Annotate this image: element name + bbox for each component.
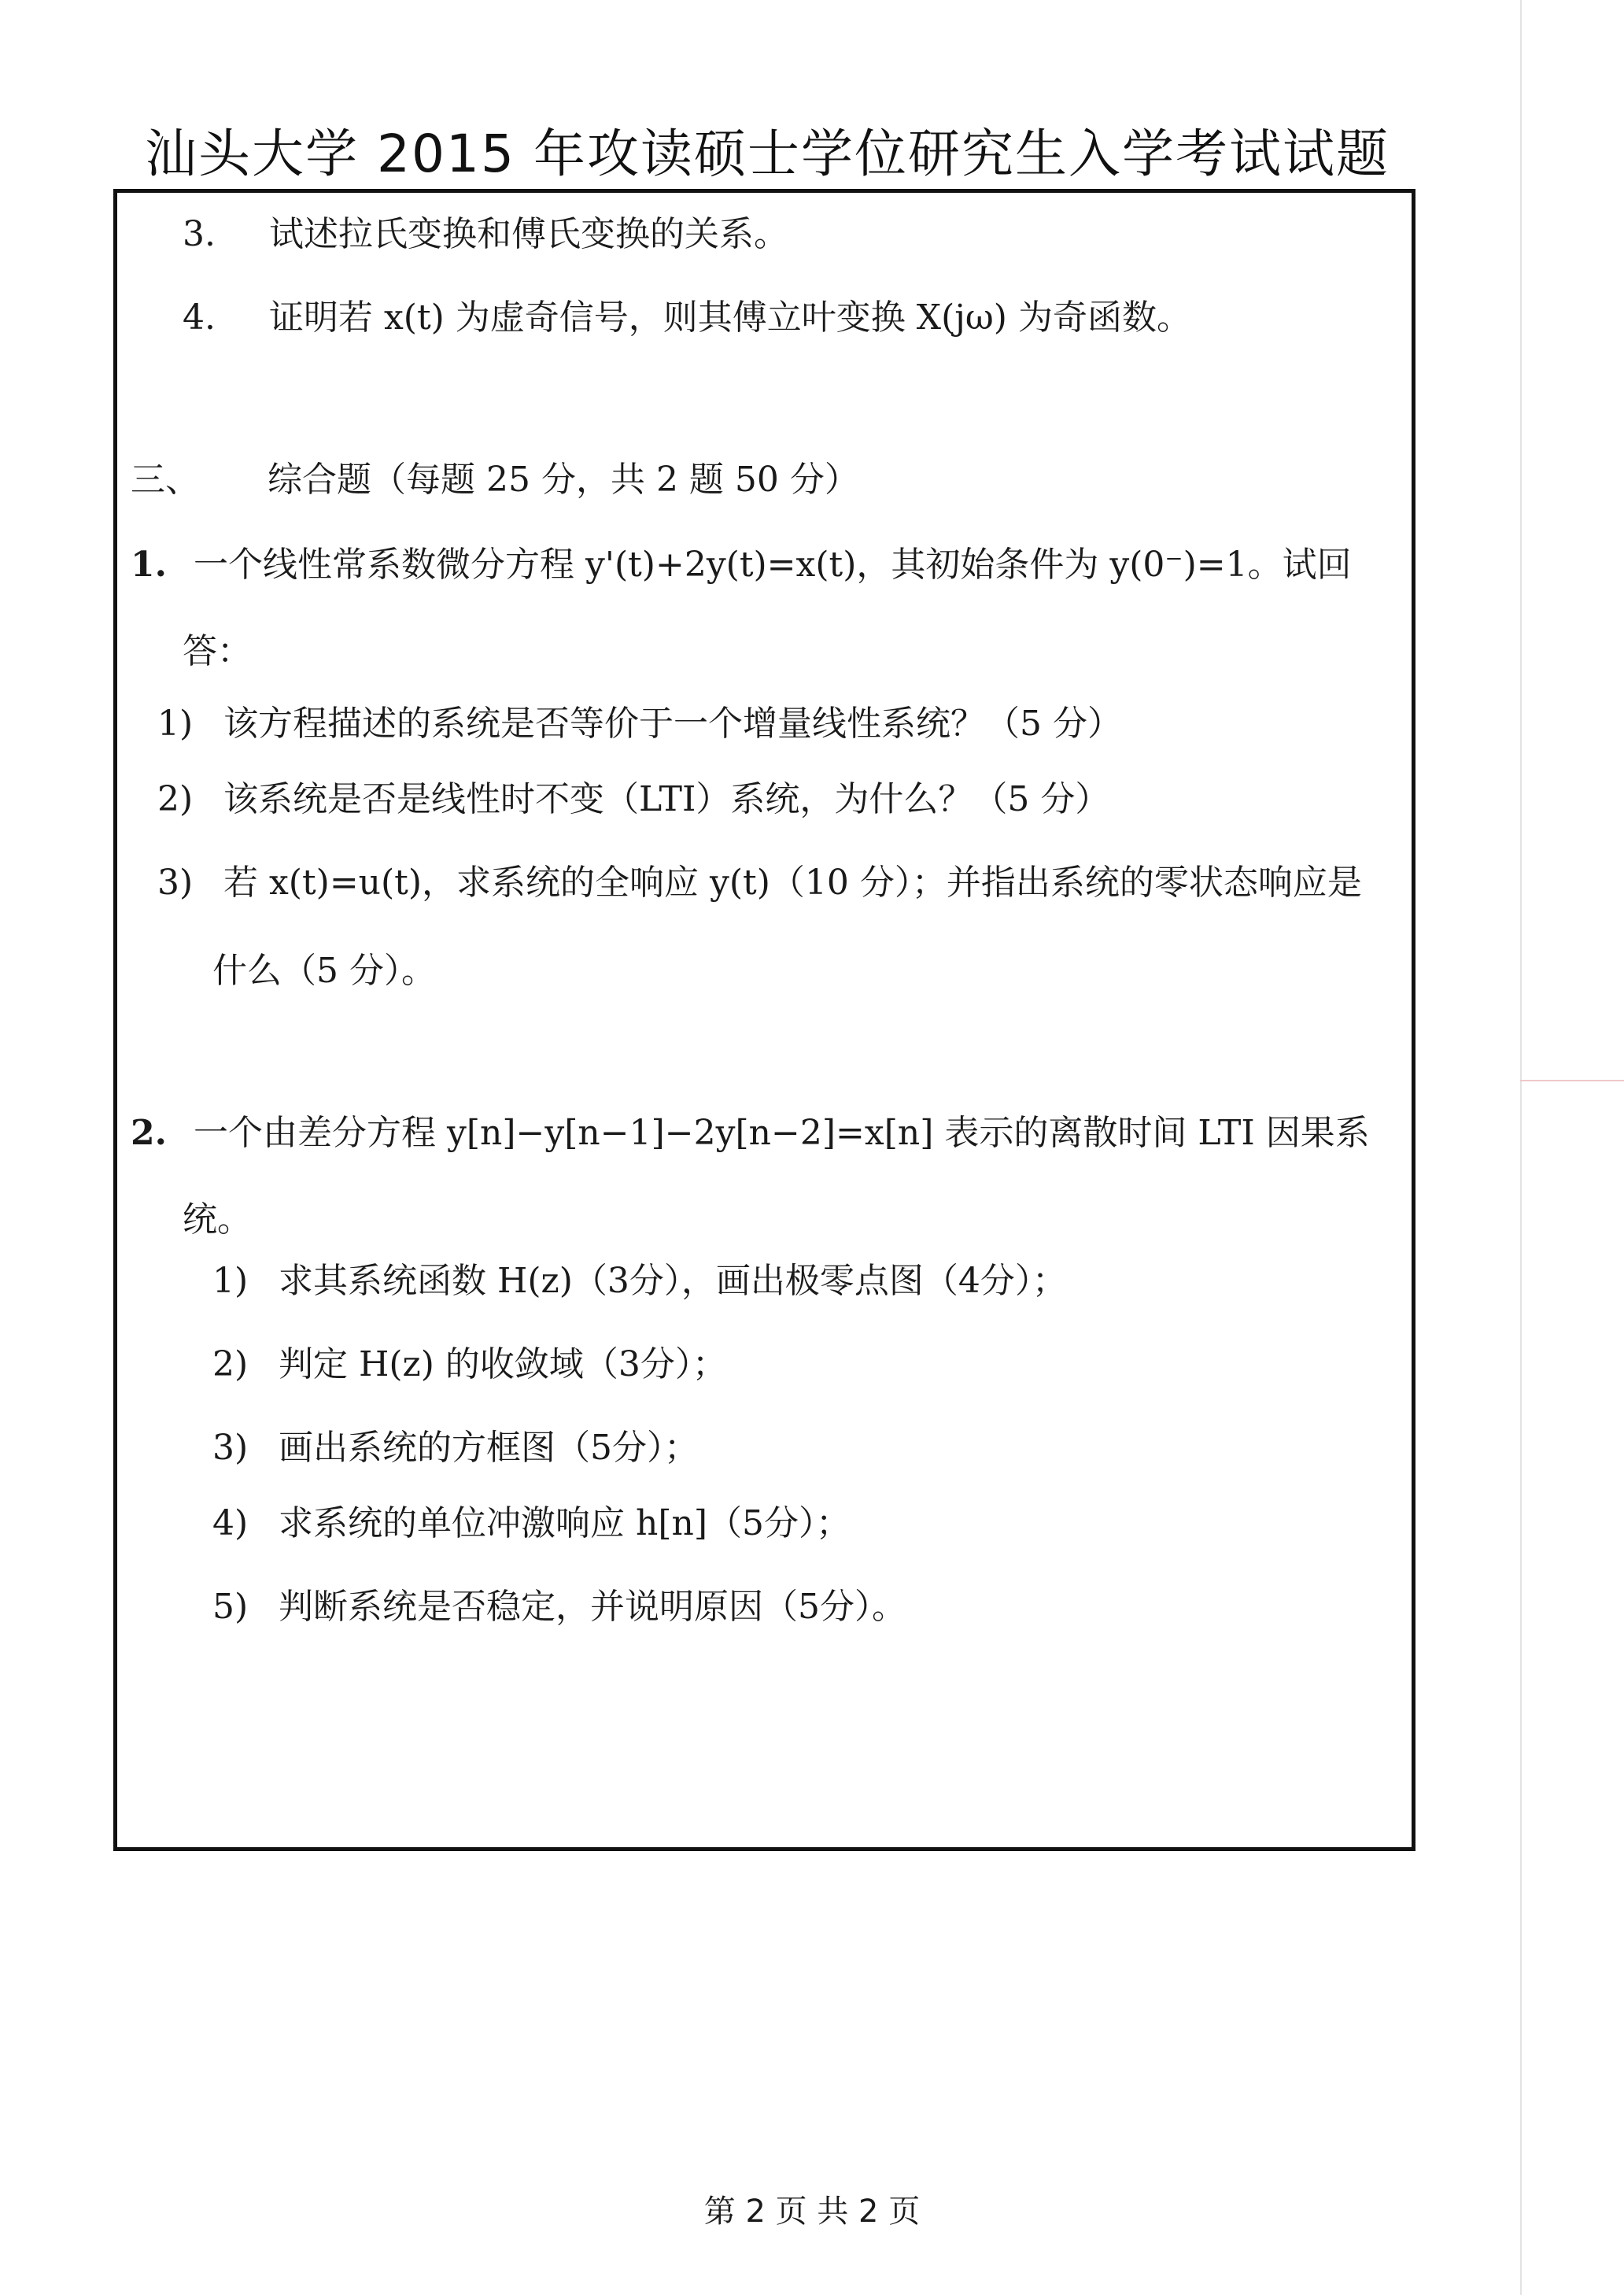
sub-number: 1) bbox=[157, 704, 194, 744]
sub-text: 判定 H(z) 的收敛域（3分）； bbox=[279, 1344, 727, 1384]
sub-number: 5) bbox=[212, 1587, 249, 1627]
item-number: 3. bbox=[183, 214, 216, 254]
q2-sub-4 bbox=[212, 1503, 851, 1543]
q2-text-line2: 统。 bbox=[183, 1199, 252, 1240]
q1-stem bbox=[131, 545, 1352, 585]
question-item-4 bbox=[183, 298, 1191, 338]
item-text: 试述拉氏变换和傅氏变换的关系。 bbox=[269, 214, 788, 254]
sub-number: 3) bbox=[212, 1428, 249, 1468]
q2-stem bbox=[131, 1113, 1370, 1153]
page-number: 第 2 页 共 2 页 bbox=[703, 2193, 921, 2230]
q2-text-line1: 一个由差分方程 y[n]−y[n−1]−2y[n−2]=x[n] 表示的离散时间 LTI 因果系 bbox=[194, 1113, 1370, 1153]
q1-sub-2 bbox=[157, 779, 1110, 819]
q2-number: 2. bbox=[131, 1113, 167, 1153]
q1-text-line1: 一个线性常系数微分方程 y'(t)+2y(t)=x(t)，其初始条件为 y(0⁻)=1。试回 bbox=[194, 545, 1352, 585]
item-number: 4. bbox=[183, 298, 216, 338]
scan-edge-mark bbox=[1520, 1080, 1624, 1081]
sub-number: 3) bbox=[157, 863, 194, 903]
section-3-heading bbox=[131, 460, 859, 500]
sub-number: 1) bbox=[212, 1261, 249, 1301]
sub-text: 若 x(t)=u(t)，求系统的全响应 y(t)（10 分）；并指出系统的零状态响应是 bbox=[223, 863, 1362, 903]
q1-text-line2: 答： bbox=[183, 631, 252, 671]
sub-number: 4) bbox=[212, 1503, 249, 1543]
exam-title: 汕头大学 2015 年攻读硕士学位研究生入学考试试题 bbox=[145, 124, 1390, 184]
q2-sub-3 bbox=[212, 1428, 699, 1468]
question-item-3 bbox=[183, 214, 788, 254]
scan-edge-line bbox=[1520, 0, 1522, 2295]
sub-text: 求其系统函数 H(z)（3分），画出极零点图（4分）； bbox=[279, 1261, 1067, 1301]
sub-text: 该系统是否是线性时不变（LTI）系统，为什么？（5 分） bbox=[223, 779, 1110, 819]
item-text: 证明若 x(t) 为虚奇信号，则其傅立叶变换 X(jω) 为奇函数。 bbox=[269, 298, 1191, 338]
q1-sub-3-continued: 什么（5 分）。 bbox=[212, 951, 436, 991]
sub-text: 判断系统是否稳定，并说明原因（5分）。 bbox=[279, 1587, 906, 1627]
q2-sub-2 bbox=[212, 1344, 727, 1384]
q1-number: 1. bbox=[131, 545, 167, 585]
q1-sub-3 bbox=[157, 863, 1362, 903]
section-title: 综合题（每题 25 分，共 2 题 50 分） bbox=[268, 460, 859, 500]
sub-text: 求系统的单位冲激响应 h[n]（5分）； bbox=[279, 1503, 851, 1543]
sub-number: 2) bbox=[212, 1344, 249, 1384]
q2-sub-1 bbox=[212, 1261, 1067, 1301]
section-number: 三、 bbox=[131, 460, 200, 500]
sub-number: 2) bbox=[157, 779, 194, 819]
sub-text: 该方程描述的系统是否等价于一个增量线性系统？（5 分） bbox=[223, 704, 1122, 744]
sub-text: 画出系统的方框图（5分）； bbox=[279, 1428, 699, 1468]
q2-sub-5 bbox=[212, 1587, 906, 1627]
q1-sub-1 bbox=[157, 704, 1122, 744]
